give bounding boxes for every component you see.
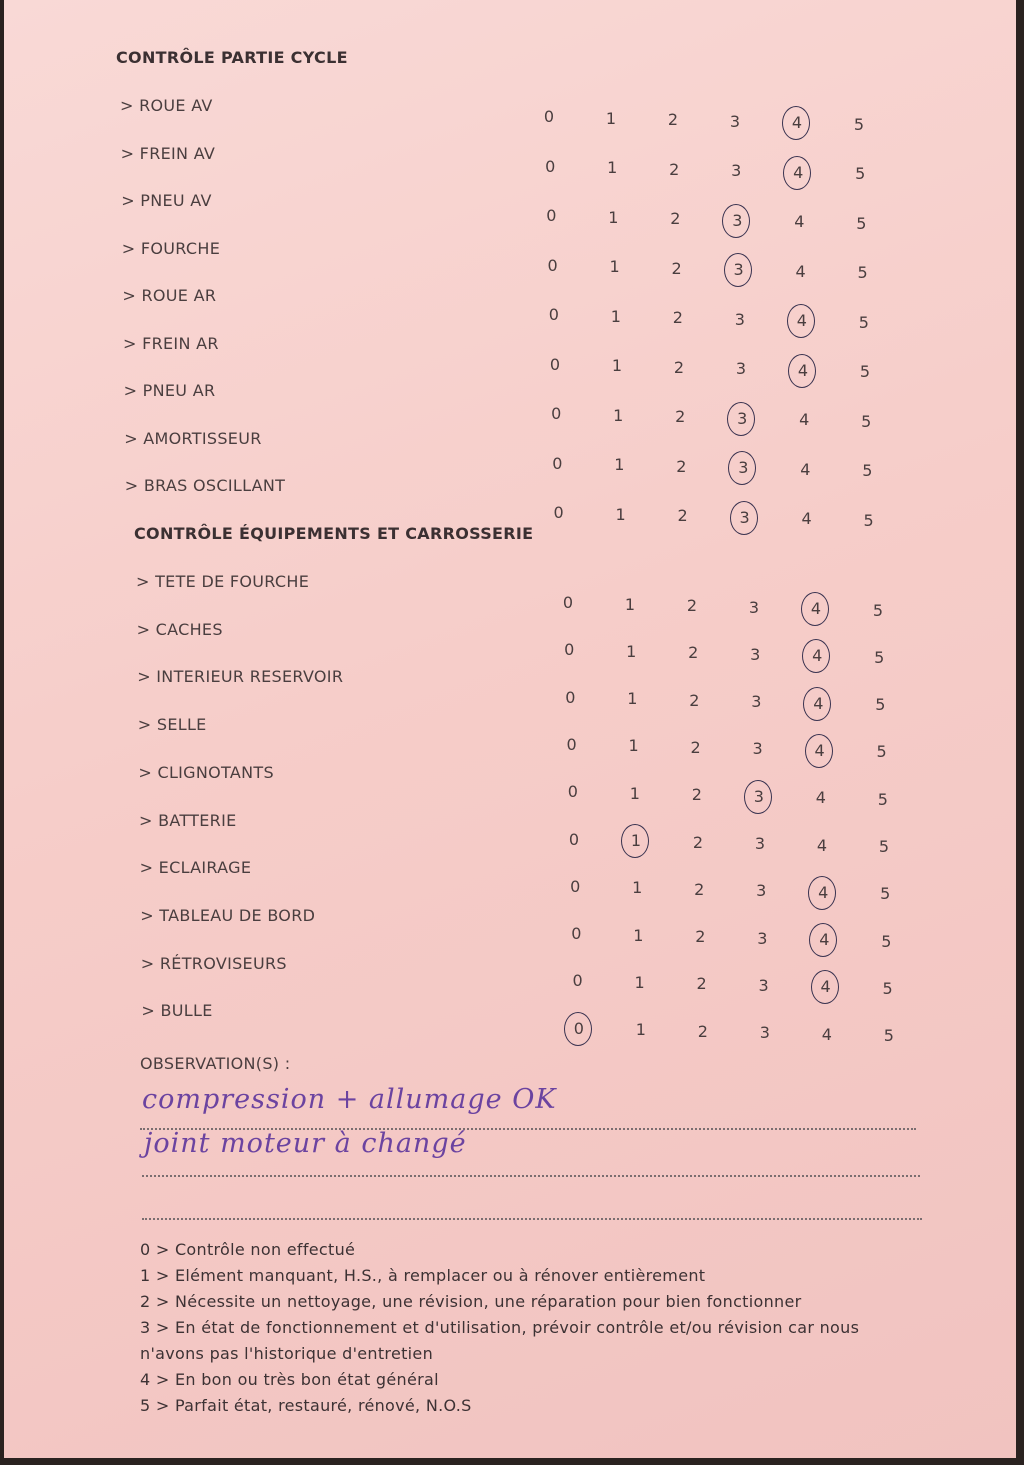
score-option[interactable]: 4	[800, 459, 811, 479]
score-option[interactable]: 3	[729, 111, 741, 131]
score-option[interactable]: 5	[881, 931, 892, 951]
score-option[interactable]: 0	[548, 305, 559, 324]
score-option[interactable]: 0	[568, 829, 580, 849]
score-option-selected[interactable]: 3	[726, 451, 760, 485]
item-label: > ECLAIRAGE	[139, 858, 252, 878]
score-option[interactable]: 2	[677, 506, 688, 525]
score-option[interactable]: 3	[752, 739, 763, 759]
score-option[interactable]: 5	[880, 884, 891, 904]
score-option[interactable]: 4	[799, 410, 810, 429]
score-option[interactable]: 2	[675, 407, 686, 426]
score-option[interactable]: 1	[605, 108, 617, 128]
score-option[interactable]: 3	[734, 309, 745, 329]
item-label: > PNEU AV	[121, 191, 212, 210]
score-option[interactable]: 0	[551, 404, 562, 423]
score-option-selected[interactable]: 4	[801, 687, 835, 721]
score-option-selected[interactable]: 3	[725, 402, 759, 436]
score-option[interactable]: 0	[547, 255, 558, 275]
score-option[interactable]: 3	[751, 692, 762, 712]
score-option[interactable]: 0	[545, 156, 556, 176]
score-option[interactable]: 1	[608, 207, 619, 227]
item-label: > CLIGNOTANTS	[138, 762, 274, 782]
score-option[interactable]: 5	[875, 695, 886, 715]
score-option-selected[interactable]: 3	[728, 501, 762, 535]
score-option[interactable]: 2	[667, 110, 679, 129]
score-option[interactable]: 0	[565, 687, 576, 707]
score-option[interactable]: 2	[695, 927, 706, 947]
score-option[interactable]: 1	[634, 972, 645, 992]
score-option[interactable]: 1	[613, 405, 624, 425]
score-option[interactable]: 5	[863, 510, 874, 530]
item-label: > FREIN AR	[123, 333, 219, 353]
score-option[interactable]: 1	[629, 783, 640, 803]
score-option[interactable]: 5	[877, 789, 888, 809]
score-option[interactable]: 2	[694, 879, 705, 899]
score-option[interactable]: 1	[635, 1020, 646, 1040]
legend-3-continued: n'avons pas l'historique d'entretien	[140, 1344, 434, 1363]
score-option[interactable]: 3	[754, 834, 766, 853]
score-option-selected[interactable]: 3	[720, 204, 754, 238]
score-option-selected[interactable]: 4	[780, 106, 814, 140]
item-label: > BRAS OSCILLANT	[124, 476, 286, 495]
score-option[interactable]: 4	[816, 835, 828, 855]
score-option-selected[interactable]: 3	[722, 253, 756, 287]
score-option[interactable]: 3	[731, 161, 742, 180]
score-option-selected[interactable]: 4	[809, 970, 843, 1004]
score-option[interactable]: 5	[859, 362, 871, 381]
score-option-selected[interactable]: 1	[619, 824, 653, 858]
item-label: > AMORTISSEUR	[124, 428, 262, 448]
score-option[interactable]: 2	[690, 737, 701, 757]
section-heading: CONTRÔLE ÉQUIPEMENTS ET CARROSSERIE	[134, 524, 534, 543]
score-option[interactable]: 0	[553, 503, 564, 522]
score-option[interactable]: 1	[611, 356, 623, 375]
score-option-selected[interactable]: 4	[799, 592, 833, 626]
score-option[interactable]: 0	[552, 453, 563, 473]
score-option[interactable]: 0	[564, 640, 575, 660]
score-option[interactable]: 1	[628, 736, 639, 756]
score-option[interactable]: 3	[758, 975, 769, 995]
legend-3: 3 > En état de fonctionnement et d'utilisation, prévoir contrôle et/ou révision car nous	[140, 1318, 860, 1337]
score-option[interactable]: 4	[821, 1024, 832, 1044]
score-option[interactable]: 1	[624, 594, 636, 614]
score-option[interactable]: 5	[862, 461, 873, 480]
score-option-selected[interactable]: 0	[562, 1012, 596, 1046]
score-option[interactable]: 3	[750, 644, 761, 664]
legend-5: 5 > Parfait état, restauré, rénové, N.O.S	[140, 1396, 472, 1415]
legend-4: 4 > En bon ou très bon état général	[140, 1370, 439, 1389]
score-option[interactable]: 0	[571, 924, 582, 944]
observation-line-2	[142, 1175, 920, 1177]
item-label: > TETE DE FOURCHE	[136, 572, 310, 591]
score-option[interactable]: 5	[874, 647, 885, 667]
item-label: > RÉTROVISEURS	[140, 953, 287, 973]
score-option[interactable]: 5	[883, 1026, 894, 1046]
item-label: > INTERIEUR RESERVOIR	[137, 667, 344, 687]
score-option-selected[interactable]: 4	[785, 304, 819, 338]
section-heading: CONTRÔLE PARTIE CYCLE	[116, 48, 348, 67]
score-option[interactable]: 1	[610, 306, 621, 326]
score-option[interactable]: 1	[609, 257, 620, 276]
observations-label: OBSERVATION(S) :	[140, 1054, 291, 1073]
score-option-selected[interactable]: 4	[803, 734, 837, 768]
score-option[interactable]: 2	[696, 974, 707, 994]
score-option[interactable]: 5	[857, 263, 868, 282]
item-label: > FREIN AV	[120, 143, 216, 163]
score-option[interactable]: 1	[615, 504, 626, 524]
score-option[interactable]: 3	[748, 597, 760, 617]
item-label: > BATTERIE	[139, 810, 237, 830]
score-option[interactable]: 2	[671, 258, 682, 278]
score-option[interactable]: 2	[691, 785, 702, 805]
score-option[interactable]: 2	[673, 357, 685, 377]
score-option[interactable]: 2	[686, 596, 698, 615]
score-option[interactable]: 1	[633, 925, 644, 945]
score-option[interactable]: 1	[614, 455, 625, 474]
score-option-selected[interactable]: 4	[806, 876, 840, 910]
score-option[interactable]: 0	[549, 354, 561, 374]
score-option[interactable]: 0	[562, 593, 574, 612]
item-label: > ROUE AR	[122, 286, 217, 305]
item-label: > FOURCHE	[121, 238, 221, 258]
item-label: > SELLE	[137, 715, 207, 735]
score-option[interactable]: 0	[546, 206, 557, 225]
observation-text-1[interactable]: compression + allumage OK	[142, 1084, 557, 1115]
score-option[interactable]: 1	[627, 689, 638, 709]
score-option[interactable]: 1	[626, 641, 637, 661]
score-option[interactable]: 3	[735, 359, 747, 378]
score-option[interactable]: 2	[670, 209, 681, 228]
score-option[interactable]: 0	[572, 971, 583, 991]
score-option[interactable]: 4	[801, 509, 812, 528]
score-option-selected[interactable]: 4	[786, 354, 820, 388]
score-option[interactable]: 0	[566, 734, 577, 754]
score-option[interactable]: 0	[543, 107, 555, 126]
score-option-selected[interactable]: 4	[800, 639, 834, 673]
score-option[interactable]: 4	[794, 212, 805, 231]
score-option[interactable]: 5	[858, 312, 869, 332]
legend-1: 1 > Elément manquant, H.S., à remplacer ou à rénover entièrement	[140, 1266, 706, 1285]
score-option[interactable]: 4	[795, 261, 806, 281]
score-option-selected[interactable]: 4	[807, 923, 841, 957]
legend-0: 0 > Contrôle non effectué	[140, 1240, 356, 1259]
score-option[interactable]: 2	[689, 690, 700, 710]
legend-2: 2 > Nécessite un nettoyage, une révision, une réparation pour bien fonctionner	[140, 1292, 802, 1311]
score-option[interactable]: 3	[759, 1023, 770, 1043]
score-option[interactable]: 0	[567, 782, 578, 802]
observation-line-3	[142, 1218, 922, 1220]
item-label: > CACHES	[136, 619, 223, 639]
score-option[interactable]: 5	[861, 411, 872, 431]
score-option[interactable]: 5	[872, 600, 884, 620]
item-label: > PNEU AR	[123, 381, 216, 400]
score-option[interactable]: 3	[757, 928, 768, 948]
score-option[interactable]: 3	[756, 881, 767, 901]
score-option[interactable]: 2	[676, 456, 687, 476]
score-option-selected[interactable]: 3	[742, 780, 776, 814]
score-option[interactable]: 1	[607, 158, 618, 177]
score-option[interactable]: 5	[853, 114, 865, 134]
observation-text-2[interactable]: joint moteur à changé	[144, 1128, 467, 1159]
score-option[interactable]: 4	[815, 788, 826, 808]
score-option[interactable]: 2	[697, 1021, 708, 1041]
score-option[interactable]: 2	[692, 832, 704, 852]
score-option[interactable]: 5	[882, 978, 893, 998]
score-option[interactable]: 2	[669, 159, 680, 179]
score-option[interactable]: 2	[672, 308, 683, 327]
score-option-selected[interactable]: 4	[781, 156, 815, 190]
score-option[interactable]: 5	[856, 213, 867, 233]
item-label: > BULLE	[141, 1001, 213, 1021]
score-option[interactable]: 1	[632, 878, 643, 898]
score-option[interactable]: 2	[688, 643, 699, 663]
score-option[interactable]: 5	[876, 742, 887, 762]
score-option[interactable]: 0	[570, 876, 581, 896]
score-option[interactable]: 5	[878, 837, 890, 856]
item-label: > ROUE AV	[120, 96, 213, 115]
inspection-form-sheet	[4, 0, 1016, 1458]
score-option[interactable]: 5	[855, 164, 866, 183]
item-label: > TABLEAU DE BORD	[140, 905, 316, 925]
